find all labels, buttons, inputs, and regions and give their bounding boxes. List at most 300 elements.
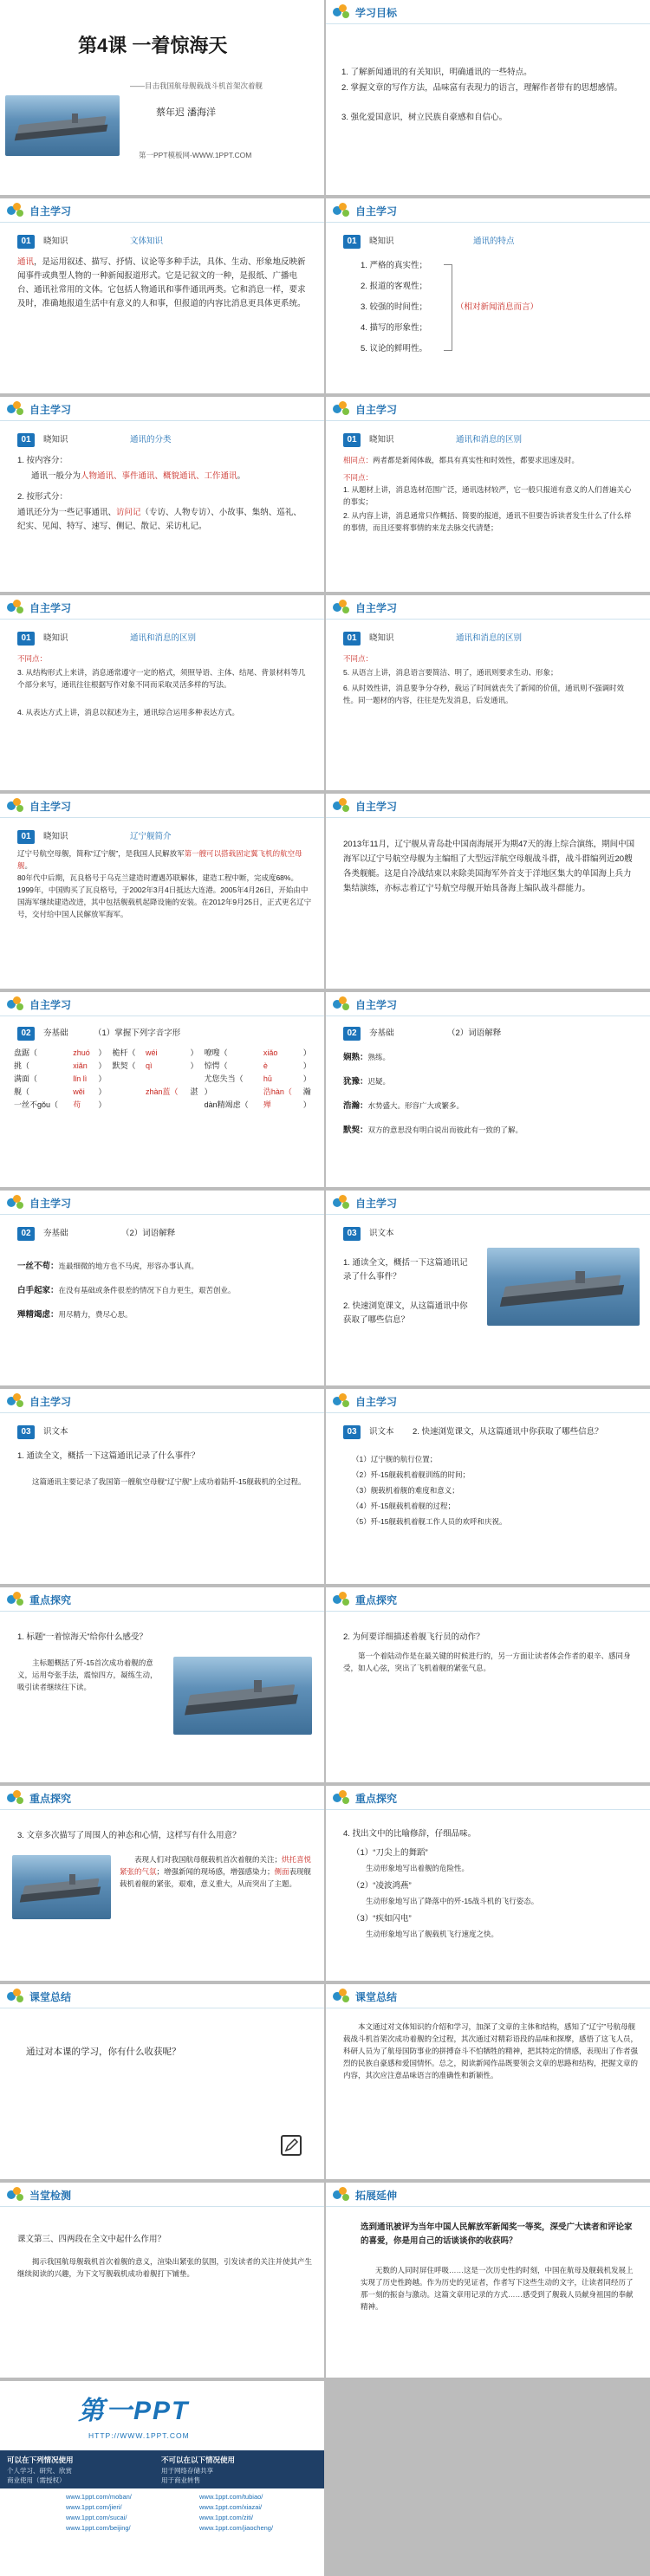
slide-24[interactable] — [326, 2183, 650, 2378]
text-c: 。 — [237, 471, 246, 481]
slide-20[interactable] — [326, 1786, 650, 1981]
cell: ） — [98, 1074, 107, 1083]
header-title: 自主学习 — [355, 404, 398, 416]
cell: ） — [190, 1061, 198, 1070]
question-1: 1. 通读全文，概括一下这篇通讯记录了什么事件？ — [343, 1258, 468, 1282]
text-a: 通讯一般分为 — [31, 471, 81, 481]
slide-header — [326, 198, 650, 223]
slide-header — [0, 794, 324, 818]
header-title: 自主学习 — [355, 1197, 398, 1210]
same-points — [343, 454, 638, 466]
goal-2: 2. 掌握文章的写作方法，品味富有表现力的语言，理解作者带有的思想感情。 — [341, 83, 623, 93]
slide-14[interactable] — [326, 1191, 650, 1385]
dots-icon — [7, 798, 26, 814]
slide-header — [326, 1786, 650, 1810]
drill-text: 2013年11月，辽宁舰从青岛赴中国南海展开为期47天的海上综合演练，期间中国海军以辽宁号航空母舰为主编组了大型远洋航空母舰战斗群，战斗群编列近20艘各类舰艇。这是自冷战结束以来除美国海军外首支于洋地区集大的单国海上兵力集结演练，亦标志着辽宁号航空母舰开始具备海上编队战斗群能力。 — [343, 840, 635, 893]
cell: 瀚 — [302, 1087, 311, 1096]
metaphor-2-note: 生动形象地写出了降落中的歼-15战斗机的飞行姿态。 — [366, 1897, 539, 1905]
link-4[interactable]: www.1ppt.com/beijing/ — [66, 2524, 131, 2532]
info-1: （1）辽宁舰的航行位置； — [352, 1455, 438, 1463]
link-1[interactable]: www.1ppt.com/moban/ — [66, 2493, 132, 2501]
dots-icon — [333, 1790, 352, 1806]
by-form: 2. 按形式分： — [17, 492, 68, 502]
section-number: 01 — [17, 433, 35, 447]
slide-15[interactable] — [0, 1389, 324, 1584]
def-3 — [17, 1308, 312, 1322]
cell: zhuó — [73, 1048, 90, 1057]
text-d: 侧面 — [274, 1867, 289, 1876]
meaning: 连最细微的地方也不马虎，形容办事认真。 — [58, 1262, 199, 1270]
liaoning-intro — [17, 847, 312, 920]
dots-icon — [7, 1989, 26, 2004]
slide-2[interactable] — [326, 0, 650, 195]
cell: dàn精竭虑（ — [204, 1100, 249, 1109]
header-title: 当堂检测 — [29, 2190, 72, 2202]
slide-header — [326, 1587, 650, 1612]
section-label: 夯基础 — [369, 1028, 394, 1038]
dots-icon — [7, 1195, 26, 1210]
slide-header — [0, 992, 324, 1016]
slide-4[interactable] — [326, 198, 650, 393]
cell — [144, 1098, 189, 1111]
text-a: 通讯还分为一些记事通讯、 — [17, 508, 117, 517]
section-label: 夯基础 — [43, 1028, 68, 1038]
section-number: 01 — [343, 632, 361, 646]
cover-ship-image — [5, 95, 120, 156]
ship-image — [12, 1855, 111, 1919]
lesson-subtitle: ——目击我国航母舰载战斗机首架次着舰 — [130, 81, 263, 90]
slide-header — [326, 1984, 650, 2008]
slide-header — [326, 992, 650, 1016]
cell: ） — [302, 1074, 311, 1083]
feature-1: 1. 严格的真实性； — [361, 261, 428, 270]
slide-13[interactable] — [0, 1191, 324, 1385]
slide-header — [0, 2183, 324, 2207]
dots-icon — [7, 401, 26, 417]
dots-icon — [7, 600, 26, 615]
section-label: 晓知识 — [369, 633, 394, 643]
diff-4: 4. 从表达方式上讲，消息以叙述为主，通讯综合运用多种表达方式。 — [17, 708, 239, 717]
cell: 满面（ — [14, 1074, 38, 1083]
slide-1[interactable] — [0, 0, 324, 195]
forbidden-1: 用于网络存储共享 — [161, 2467, 213, 2475]
slide-12[interactable] — [326, 992, 650, 1187]
def-3 — [343, 1100, 638, 1113]
metaphor-1-note: 生动形象地写出着舰的危险性。 — [366, 1864, 470, 1872]
keyword: 通讯 — [17, 257, 35, 267]
watermark-text: 第一PPT模板网-WWW.1PPT.COM — [139, 151, 252, 159]
dots-icon — [333, 1195, 352, 1210]
slide-25[interactable] — [0, 2381, 324, 2532]
def-2 — [17, 1284, 312, 1298]
section-number: 02 — [17, 1227, 35, 1241]
cell — [111, 1072, 144, 1085]
cell — [111, 1085, 144, 1098]
dots-icon — [333, 600, 352, 615]
header-title: 重点探究 — [29, 1594, 72, 1606]
header-title: 自主学习 — [29, 404, 72, 416]
goal-1: 1. 了解新闻通讯的有关知识，明确通讯的一些特点。 — [341, 68, 532, 77]
slide-header — [326, 397, 650, 421]
term: 浩瀚： — [343, 1101, 368, 1111]
section-number: 02 — [17, 1027, 35, 1041]
section-label: 识文本 — [369, 1229, 394, 1238]
section-label: 晓知识 — [43, 237, 68, 246]
table-row — [12, 1085, 315, 1098]
dots-icon — [7, 2187, 26, 2203]
cell: xiǎn — [73, 1061, 88, 1070]
link-6[interactable]: www.1ppt.com/xiazai/ — [199, 2503, 263, 2511]
text-a: 表现人们对我国航母舰载机首次着舰的关注； — [134, 1855, 283, 1864]
meaning: 双方的意思没有明白说出而彼此有一致的了解。 — [367, 1126, 523, 1134]
def-2 — [343, 1075, 638, 1089]
by-content: 1. 按内容分： — [17, 456, 68, 465]
cell: è — [263, 1061, 268, 1070]
diff-5: 5. 从语言上讲，消息语言要简洁、明了，通讯则要求生动、形象； — [343, 668, 558, 677]
header-title: 重点探究 — [29, 1793, 72, 1805]
info-5: （5）歼-15舰载机着舰工作人员的欢呼和庆祝。 — [352, 1517, 507, 1526]
cell: xiǎo — [263, 1048, 278, 1057]
section-number: 01 — [17, 235, 35, 249]
slide-11[interactable] — [0, 992, 324, 1187]
header-title: 自主学习 — [355, 999, 398, 1011]
link-7[interactable]: www.1ppt.com/ziti/ — [199, 2514, 254, 2521]
def-4 — [343, 1124, 638, 1138]
slide-19[interactable] — [0, 1786, 324, 1981]
cell: qì — [146, 1061, 153, 1070]
header-title: 自主学习 — [29, 1396, 72, 1408]
question: 2. 快速浏览课文，从这篇通讯中你获取了哪些信息？ — [413, 1427, 603, 1437]
link-5[interactable]: www.1ppt.com/tubiao/ — [199, 2493, 263, 2501]
dots-icon — [333, 2187, 352, 2203]
info-2: （2）歼-15舰载机着舰训练的时间； — [352, 1470, 471, 1479]
diff-label: 不同点： — [17, 654, 48, 663]
def-1 — [343, 1051, 638, 1065]
term: 娴熟： — [343, 1053, 368, 1062]
empty-cell — [326, 2381, 650, 2417]
section-number: 03 — [343, 1425, 361, 1439]
cell: ） — [98, 1087, 107, 1096]
slide-8[interactable] — [326, 595, 650, 790]
slide-header — [0, 397, 324, 421]
cell: 一丝不gǒu（ — [14, 1100, 59, 1109]
dots-icon — [333, 1592, 352, 1607]
header-title: 自主学习 — [355, 1396, 398, 1408]
question-2: 2. 快速浏览课文，从这篇通讯中你获取了哪些信息？ — [343, 1301, 468, 1325]
section-tag: 通讯的特点 — [473, 237, 515, 246]
section-label: 晓知识 — [43, 832, 68, 841]
meaning: 用尽精力，费尽心思。 — [58, 1310, 133, 1319]
diff-label: 不同点： — [343, 473, 374, 482]
cell — [189, 1072, 203, 1085]
slide-17[interactable] — [0, 1587, 324, 1782]
cell: 湛 — [190, 1087, 198, 1096]
cell: 尤您失当（ — [204, 1074, 244, 1083]
slide-header — [326, 1191, 650, 1215]
table-row — [12, 1072, 315, 1085]
answer: 无数的人同时屏住呼吸……这是一次历史性的时刻，中国在航母及舰载机发展上实现了历史性跨越。作为历史的见证者，作者写下这些生动的文字，让读者同经历了那一刻的振奋与激动。这篇文章用记录的方式……感受到了舰载人员献身祖国的奉献精神。 — [361, 2266, 634, 2311]
cell: ） — [204, 1087, 212, 1096]
table-row — [12, 1059, 315, 1072]
section-tag: （1）掌握下列字音字形 — [94, 1028, 181, 1038]
goal-3: 3. 强化爱国意识，树立民族自豪感和自信心。 — [341, 113, 508, 122]
header-title: 重点探究 — [355, 1594, 398, 1606]
section-label: 晓知识 — [369, 237, 394, 246]
section-label: 晓知识 — [43, 633, 68, 643]
term: 殚精竭虑： — [17, 1310, 59, 1320]
feature-note: （相对新闻消息而言） — [456, 302, 539, 312]
term: 一丝不苟： — [17, 1262, 59, 1271]
answer: 第一个着陆动作是在最关键的时候进行的，另一方面让读者体会作者的艰辛、感同身受，如人心弦，突出了飞机着舰的紧张气息。 — [343, 1651, 631, 1672]
dots-icon — [7, 1592, 26, 1607]
answer — [120, 1853, 315, 1890]
slide-7[interactable] — [0, 595, 324, 790]
section-number: 01 — [343, 433, 361, 447]
text-b: 访问记 — [116, 508, 141, 517]
slide-header — [0, 198, 324, 223]
cell: wéi — [146, 1048, 158, 1057]
forbidden-2: 用于商业转售 — [161, 2476, 200, 2484]
dots-icon — [333, 4, 352, 20]
section-label: 识文本 — [43, 1427, 68, 1437]
text-e: 表现舰载机着舰的紧张，艰难，意义重大，从而突出了主题。 — [120, 1867, 312, 1888]
summary-text: 本文通过对文体知识的介绍和学习，加深了文章的主体和结构，感知了“辽宁”号航母舰载战斗机首架次成功着舰的全过程，其次通过对精彩语段的品味和探摩，感悟了这飞人员，科研人员为了航母国防事业的拼搏奋斗不怕牺牲的精神，把其特定的情感，表现出了作者强烈的民族自豪感和爱国情怀。总之，阅读新闻作品既要领会文章的思路和结构，把握文章的内容，其次应注意品味语言的准确性和新颖性。 — [343, 2022, 639, 2080]
genre-body — [17, 256, 309, 311]
dots-icon — [333, 1989, 352, 2004]
section-tag: 辽宁舰简介 — [130, 832, 172, 841]
link-3[interactable]: www.1ppt.com/sucai/ — [66, 2514, 127, 2521]
cell: lǐn lì — [73, 1074, 88, 1083]
cell: ） — [98, 1061, 107, 1070]
dots-icon — [333, 203, 352, 218]
allowed-title: 可以在下列情况使用 — [7, 2456, 74, 2464]
allowed-1: 个人学习、研究、欣赏 — [7, 2467, 72, 2475]
text-c: 。 80年代中后期，瓦良格号于乌克兰建造时遭遇苏联解体，建造工程中断，完成度68%。1999年，中国购买了瓦良格号，于2002年3月4日抵达大连港。2005年4月26日，开始由中国海军继续建造改进，其中包括舰载机起降设施的安装。在2012年9月25日，正式更名辽宁号，交付给中国人民解放军海军。 — [17, 861, 312, 918]
slide-16[interactable] — [326, 1389, 650, 1584]
diff-3: 3. 从结构形式上来讲，消息通常遵守一定的格式，须照导语、主体、结尾、背景材料等几个部分来写，通讯往往根据写作对象不同而采取灵活多样的写法。 — [17, 668, 306, 689]
slide-5[interactable] — [0, 397, 324, 592]
cell: 嘹嗖（ — [204, 1048, 228, 1057]
section-number: 02 — [343, 1027, 361, 1041]
slide-21[interactable] — [0, 1984, 324, 2179]
slide-18[interactable] — [326, 1587, 650, 1782]
cell: 浩hàn（ — [263, 1087, 292, 1096]
slide-header — [0, 595, 324, 620]
cell: wěi — [73, 1087, 85, 1096]
section-tag: 通讯和消息的区别 — [130, 633, 197, 643]
cell: ） — [302, 1048, 311, 1057]
cell: 苟 — [73, 1100, 81, 1109]
link-8[interactable]: www.1ppt.com/jiaocheng/ — [199, 2524, 274, 2532]
slide-22[interactable] — [326, 1984, 650, 2179]
cell: 挑（ — [14, 1061, 30, 1070]
answer: 这篇通讯主要记录了我国第一艘航空母舰“辽宁舰”上成功着陆歼-15舰载机的全过程。 — [32, 1477, 306, 1486]
slide-header — [0, 1984, 324, 2008]
dots-icon — [7, 203, 26, 218]
cell: ） — [98, 1048, 107, 1057]
meaning: 在没有基础或条件很差的情况下自力更生，艰苦创业。 — [58, 1286, 236, 1294]
header-title: 自主学习 — [29, 999, 72, 1011]
dots-icon — [333, 798, 352, 814]
question: 选到通讯被评为当年中国人民解放军新闻奖一等奖，深受广大读者和评论家的喜爱，你是用自己的话谈谈你的收获吗？ — [361, 2222, 633, 2246]
slide-header — [326, 794, 650, 818]
cell: 盘踞（ — [14, 1048, 38, 1057]
metaphor-3-note: 生动形象地写出了舰载机飞行速度之快。 — [366, 1930, 499, 1938]
slide-header — [0, 1389, 324, 1413]
diff-label: 不同点： — [343, 654, 374, 663]
slide-header — [326, 0, 650, 24]
brand-logo: 第一PPT — [78, 2397, 190, 2425]
def-1 — [17, 1260, 312, 1274]
ship-image — [173, 1657, 312, 1735]
answer: 主标题概括了歼-15首次成功着舰的意义，运用夸张手法，震惊四方，凝练生动，吸引读者继续往下读。 — [17, 1658, 158, 1691]
section-label: 夯基础 — [43, 1229, 68, 1238]
info-4: （4）歼-15舰载机着舰的过程； — [352, 1502, 456, 1510]
links-panel — [0, 2488, 324, 2576]
slide-header — [326, 2183, 650, 2207]
term: 白手起家： — [17, 1286, 59, 1295]
info-3: （3）舰载机着舰的难度和意义； — [352, 1486, 459, 1495]
section-number: 01 — [17, 632, 35, 646]
question: 1. 标题“一着惊海天”给你什么感受？ — [17, 1632, 147, 1642]
question: 3. 文章多次描写了周围人的神态和心情，这样写有什么用意？ — [17, 1831, 241, 1840]
meaning: 水势盛大。形容广大或繁多。 — [367, 1101, 465, 1110]
slide-header — [326, 595, 650, 620]
feature-4: 4. 描写的形象性； — [361, 323, 428, 333]
metaphor-3: （3）“疾如闪电” — [352, 1914, 412, 1924]
text-b: 人物通讯、事件通讯、概貌通讯、工作通讯 — [81, 471, 237, 481]
header-title: 重点探究 — [355, 1793, 398, 1805]
slide-10[interactable] — [326, 794, 650, 989]
cell: 惊愕（ — [204, 1061, 228, 1070]
slide-9[interactable] — [0, 794, 324, 989]
section-tag: 通讯的分类 — [130, 435, 172, 444]
question: 4. 找出文中的比喻修辞，仔细品味。 — [343, 1829, 477, 1839]
question: 1. 通读全文，概括一下这篇通讯记录了什么事件？ — [17, 1451, 200, 1461]
feature-5: 5. 议论的鲜明性。 — [361, 344, 428, 354]
cell: hū — [263, 1074, 272, 1083]
table-row — [12, 1098, 315, 1111]
header-title: 自主学习 — [355, 205, 398, 217]
metaphor-1: （1）“刀尖上的舞蹈” — [352, 1848, 428, 1858]
cell: ） — [302, 1061, 311, 1070]
diff-6: 6. 从时效性讲，消息要争分夺秒，载运了时间就丧失了新闻的价值，通讯则不强调时效性。同一题材的内容，往往是先发消息，后发通讯。 — [343, 684, 624, 704]
text: 两者都是新闻体裁，都具有真实性和时效性，都要求迅速及时。 — [373, 456, 580, 464]
meaning: 迟疑。 — [367, 1077, 391, 1086]
cell — [111, 1098, 144, 1111]
slide-23[interactable] — [0, 2183, 324, 2378]
form-types — [17, 506, 309, 534]
section-tag: （2）词语解释 — [121, 1229, 176, 1238]
dots-icon — [333, 1393, 352, 1409]
pen-icon — [281, 2135, 302, 2156]
cell: 舰（ — [14, 1087, 30, 1096]
link-2[interactable]: www.1ppt.com/jieri/ — [66, 2503, 122, 2511]
cell — [144, 1072, 189, 1085]
slide-header — [326, 1389, 650, 1413]
header-title: 自主学习 — [29, 801, 72, 813]
section-number: 03 — [343, 1227, 361, 1241]
section-label: 晓知识 — [43, 435, 68, 444]
feature-2: 2. 报道的客观性； — [361, 282, 428, 291]
dots-icon — [7, 1393, 26, 1409]
term: 默契： — [343, 1126, 368, 1135]
metaphor-2: （2）“凌波鸿燕” — [352, 1881, 412, 1891]
slide-header — [0, 1786, 324, 1810]
section-label: 晓知识 — [369, 435, 394, 444]
header-title: 课堂总结 — [29, 1991, 72, 2003]
cell: ） — [98, 1100, 107, 1109]
answer: 揭示我国航母舰载机首次着舰的意义，渲染出紧张的氛围，引发读者的关注并使其产生继续阅读的兴趣，为下文写舰载机成功着舰打下铺垫。 — [17, 2257, 313, 2278]
text-c: ；增强新闻的现场感，增强感染力； — [156, 1867, 275, 1876]
dots-icon — [7, 1790, 26, 1806]
header-title: 拓展延伸 — [355, 2190, 398, 2202]
body-text: ，是运用叙述、描写、抒情、议论等多种手法，具体、生动、形象地反映新闻事件或典型人物的一种新闻报道形式。它是记叙文的一种，是报纸、广播电台、通讯社常用的文体。它包括人物通讯和事件通讯两类。它和消息一样，要求及时，准确地报道生活中有意义的人和事，但报道的内容比消息更具体更系统。 — [17, 257, 306, 308]
diff-2: 2. 从内容上讲，消息通常只作概括、简要的报道，通讯不但要告诉读者发生什么了什么样的事情，而且还要将事情的来龙去脉交代清楚； — [343, 511, 632, 532]
header-title: 学习目标 — [355, 7, 398, 19]
ship-image — [487, 1248, 640, 1326]
cell: ） — [190, 1048, 198, 1057]
text-b: 烘托喜悦紧张的气氛 — [120, 1855, 312, 1876]
lesson-title: 第4课 一着惊海天 — [78, 35, 228, 56]
term: 犹豫： — [343, 1077, 368, 1087]
text-a: 辽宁号航空母舰，简称“辽宁舰”，是我国人民解放军 — [17, 849, 185, 858]
section-tag: （2）词语解释 — [447, 1028, 502, 1038]
dots-icon — [7, 996, 26, 1012]
forbidden-title: 不可以在以下情况使用 — [161, 2456, 236, 2464]
slide-header — [0, 1587, 324, 1612]
cell: 殚 — [263, 1100, 271, 1109]
question: 2. 为何要详细描述着舰飞行员的动作？ — [343, 1632, 484, 1642]
section-tag: 文体知识 — [130, 237, 164, 246]
header-title: 自主学习 — [355, 602, 398, 614]
slide-header — [0, 1191, 324, 1215]
dots-icon — [333, 996, 352, 1012]
feature-3: 3. 较强的时间性； — [361, 302, 428, 312]
section-number: 03 — [17, 1425, 35, 1439]
meaning: 熟练。 — [367, 1053, 391, 1061]
header-title: 自主学习 — [29, 602, 72, 614]
slide-3[interactable] — [0, 198, 324, 393]
section-number: 01 — [17, 830, 35, 844]
slide-6[interactable] — [326, 397, 650, 592]
label: 相同点： — [343, 456, 374, 464]
section-label: 识文本 — [369, 1427, 394, 1437]
section-tag: 通讯和消息的区别 — [456, 435, 523, 444]
cell: ） — [302, 1100, 311, 1109]
cell: 默契（ — [112, 1061, 136, 1070]
cell — [189, 1098, 203, 1111]
dots-icon — [333, 401, 352, 417]
cell: 桅杆（ — [112, 1048, 136, 1057]
text-b: 第一艘可以搭载固定翼飞机的航空母舰 — [17, 849, 302, 870]
allowed-2: 商业使用（需授权） — [7, 2476, 66, 2484]
brand-url: HTTP://WWW.1PPT.COM — [88, 2431, 190, 2440]
header-title: 课堂总结 — [355, 1991, 398, 2003]
header-title: 自主学习 — [29, 205, 72, 217]
header-title: 自主学习 — [355, 801, 398, 813]
pinyin-table — [12, 1046, 315, 1111]
header-title: 自主学习 — [29, 1197, 72, 1210]
section-tag: 通讯和消息的区别 — [456, 633, 523, 643]
question: 通过对本课的学习，你有什么收获呢？ — [26, 2047, 181, 2057]
lesson-authors: 蔡年迟 潘海洋 — [156, 107, 217, 118]
cell: zhàn蓝（ — [146, 1087, 179, 1096]
content-types — [31, 470, 309, 483]
diff-1: 1. 从题材上讲，消息选材范围广泛，通讯选材较严，它一般只报道有意义的人们普遍关心的事实； — [343, 485, 632, 506]
question: 课文第三、四两段在全文中起什么作用？ — [17, 2235, 166, 2244]
bracket — [444, 264, 452, 351]
